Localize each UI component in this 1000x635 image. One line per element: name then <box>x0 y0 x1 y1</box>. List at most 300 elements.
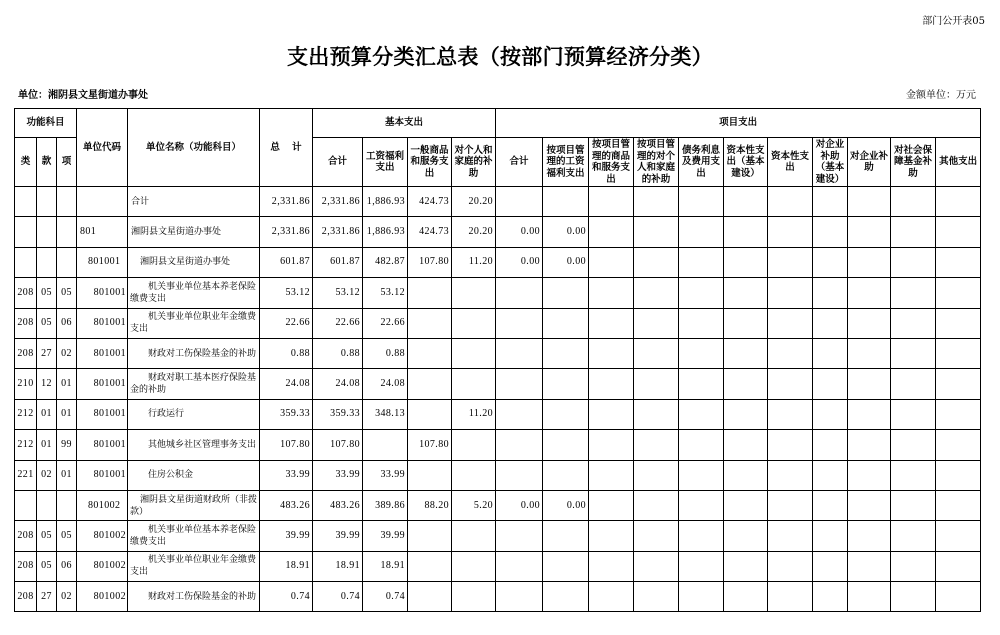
unit-code-cell: 801002 <box>77 521 128 551</box>
project-wage-cell <box>543 187 589 217</box>
basic-goods-services-cell <box>408 338 452 368</box>
unit-name-cell: 行政运行 <box>128 399 260 429</box>
other-expenditure-cell <box>936 582 981 612</box>
enterprise-subsidy-construction-cell <box>813 460 848 490</box>
section-code-cell: 27 <box>37 582 57 612</box>
capital-cell <box>768 308 813 338</box>
basic-wage-cell <box>363 430 408 460</box>
total-cell: 359.33 <box>260 399 313 429</box>
project-personal-subsidy-cell <box>634 217 679 247</box>
basic-wage-cell: 389.86 <box>363 490 408 520</box>
header-basic-wage: 工资福利支出 <box>363 138 408 187</box>
class-code-cell: 208 <box>15 521 37 551</box>
project-wage-cell <box>543 521 589 551</box>
unit-name-cell: 财政对工伤保险基金的补助 <box>128 338 260 368</box>
project-personal-subsidy-cell <box>634 308 679 338</box>
project-wage-cell <box>543 582 589 612</box>
total-cell: 0.88 <box>260 338 313 368</box>
project-personal-subsidy-cell <box>634 430 679 460</box>
capital-construction-cell <box>724 490 768 520</box>
debt-interest-cell <box>679 460 724 490</box>
project-goods-services-cell <box>589 217 634 247</box>
project-wage-cell <box>543 460 589 490</box>
capital-construction-cell <box>724 247 768 277</box>
enterprise-subsidy-cell <box>848 338 891 368</box>
basic-goods-services-cell: 88.20 <box>408 490 452 520</box>
section-code-cell: 01 <box>37 430 57 460</box>
project-total-cell: 0.00 <box>496 490 543 520</box>
header-unit-code: 单位代码 <box>77 109 128 187</box>
basic-wage-cell: 348.13 <box>363 399 408 429</box>
project-total-cell <box>496 460 543 490</box>
total-cell: 107.80 <box>260 430 313 460</box>
basic-goods-services-cell <box>408 521 452 551</box>
capital-construction-cell <box>724 460 768 490</box>
capital-construction-cell <box>724 399 768 429</box>
item-code-cell <box>57 217 77 247</box>
debt-interest-cell <box>679 399 724 429</box>
class-code-cell: 212 <box>15 430 37 460</box>
enterprise-subsidy-cell <box>848 217 891 247</box>
item-code-cell: 06 <box>57 551 77 581</box>
unit-name-cell: 湘阴县文星街道财政所（非拨款） <box>128 490 260 520</box>
section-code-cell: 05 <box>37 278 57 308</box>
header-basic-personal-subsidy: 对个人和家庭的补助 <box>452 138 496 187</box>
header-capital-construction: 资本性支出（基本建设） <box>724 138 768 187</box>
project-total-cell <box>496 551 543 581</box>
basic-goods-services-cell: 424.73 <box>408 217 452 247</box>
debt-interest-cell <box>679 369 724 399</box>
basic-total-cell: 24.08 <box>313 369 363 399</box>
unit-name-cell: 合计 <box>128 187 260 217</box>
class-code-cell <box>15 247 37 277</box>
unit-code-cell: 801001 <box>77 338 128 368</box>
social-security-subsidy-cell <box>891 490 936 520</box>
basic-total-cell: 2,331.86 <box>313 187 363 217</box>
project-total-cell <box>496 338 543 368</box>
unit-name-cell: 湘阴县文星街道办事处 <box>128 217 260 247</box>
social-security-subsidy-cell <box>891 369 936 399</box>
amount-unit-label: 金额单位：万元 <box>906 90 976 101</box>
unit-code-cell <box>77 187 128 217</box>
basic-wage-cell: 1,886.93 <box>363 187 408 217</box>
enterprise-subsidy-cell <box>848 308 891 338</box>
debt-interest-cell <box>679 582 724 612</box>
total-cell: 24.08 <box>260 369 313 399</box>
table-row <box>15 430 981 460</box>
basic-personal-subsidy-cell <box>452 460 496 490</box>
project-goods-services-cell <box>589 399 634 429</box>
enterprise-subsidy-cell <box>848 460 891 490</box>
social-security-subsidy-cell <box>891 187 936 217</box>
header-social-security-subsidy: 对社会保障基金补助 <box>891 138 936 187</box>
table-row <box>15 521 981 551</box>
class-code-cell <box>15 490 37 520</box>
table-row <box>15 460 981 490</box>
unit-name-cell: 其他城乡社区管理事务支出 <box>128 430 260 460</box>
table-row <box>15 278 981 308</box>
project-goods-services-cell <box>589 430 634 460</box>
project-wage-cell <box>543 551 589 581</box>
header-enterprise-subsidy-construction: 对企业补助（基本建设） <box>813 138 848 187</box>
enterprise-subsidy-cell <box>848 399 891 429</box>
capital-cell <box>768 217 813 247</box>
debt-interest-cell <box>679 551 724 581</box>
basic-total-cell: 33.99 <box>313 460 363 490</box>
basic-wage-cell: 24.08 <box>363 369 408 399</box>
project-personal-subsidy-cell <box>634 521 679 551</box>
enterprise-subsidy-cell <box>848 490 891 520</box>
basic-personal-subsidy-cell <box>452 369 496 399</box>
project-personal-subsidy-cell <box>634 551 679 581</box>
basic-goods-services-cell <box>408 369 452 399</box>
enterprise-subsidy-construction-cell <box>813 521 848 551</box>
social-security-subsidy-cell <box>891 551 936 581</box>
header-project-goods-services: 按项目管理的商品和服务支出 <box>589 138 634 187</box>
unit-name-cell: 机关事业单位职业年金缴费支出 <box>128 551 260 581</box>
social-security-subsidy-cell <box>891 338 936 368</box>
other-expenditure-cell <box>936 551 981 581</box>
capital-construction-cell <box>724 551 768 581</box>
capital-cell <box>768 490 813 520</box>
project-personal-subsidy-cell <box>634 187 679 217</box>
capital-construction-cell <box>724 308 768 338</box>
project-goods-services-cell <box>589 582 634 612</box>
table-row <box>15 217 981 247</box>
total-cell: 18.91 <box>260 551 313 581</box>
project-total-cell <box>496 278 543 308</box>
capital-cell <box>768 278 813 308</box>
other-expenditure-cell <box>936 399 981 429</box>
other-expenditure-cell <box>936 338 981 368</box>
basic-wage-cell: 0.74 <box>363 582 408 612</box>
enterprise-subsidy-construction-cell <box>813 247 848 277</box>
project-goods-services-cell <box>589 490 634 520</box>
enterprise-subsidy-construction-cell <box>813 369 848 399</box>
unit-code-cell: 801001 <box>77 247 128 277</box>
other-expenditure-cell <box>936 187 981 217</box>
project-personal-subsidy-cell <box>634 490 679 520</box>
section-code-cell: 12 <box>37 369 57 399</box>
other-expenditure-cell <box>936 460 981 490</box>
header-project-expenditure: 项目支出 <box>496 109 981 138</box>
other-expenditure-cell <box>936 247 981 277</box>
debt-interest-cell <box>679 521 724 551</box>
project-wage-cell <box>543 308 589 338</box>
social-security-subsidy-cell <box>891 582 936 612</box>
header-class: 类 <box>15 138 37 187</box>
item-code-cell: 05 <box>57 521 77 551</box>
debt-interest-cell <box>679 338 724 368</box>
table-header <box>15 109 981 187</box>
basic-goods-services-cell: 424.73 <box>408 187 452 217</box>
project-total-cell: 0.00 <box>496 247 543 277</box>
basic-personal-subsidy-cell: 11.20 <box>452 399 496 429</box>
section-code-cell: 01 <box>37 399 57 429</box>
basic-total-cell: 53.12 <box>313 278 363 308</box>
header-project-personal-subsidy: 按项目管理的对个人和家庭的补助 <box>634 138 679 187</box>
capital-construction-cell <box>724 369 768 399</box>
table-row <box>15 308 981 338</box>
enterprise-subsidy-cell <box>848 551 891 581</box>
project-wage-cell <box>543 278 589 308</box>
project-goods-services-cell <box>589 278 634 308</box>
capital-construction-cell <box>724 187 768 217</box>
basic-wage-cell: 0.88 <box>363 338 408 368</box>
enterprise-subsidy-construction-cell <box>813 278 848 308</box>
section-code-cell <box>37 187 57 217</box>
item-code-cell: 05 <box>57 278 77 308</box>
basic-wage-cell: 22.66 <box>363 308 408 338</box>
social-security-subsidy-cell <box>891 521 936 551</box>
unit-code-cell: 801001 <box>77 460 128 490</box>
social-security-subsidy-cell <box>891 278 936 308</box>
total-cell: 22.66 <box>260 308 313 338</box>
header-row-1 <box>15 109 981 138</box>
table-row <box>15 551 981 581</box>
project-wage-cell: 0.00 <box>543 217 589 247</box>
unit-name-cell: 机关事业单位职业年金缴费支出 <box>128 308 260 338</box>
table-row <box>15 187 981 217</box>
header-debt-interest: 债务利息及费用支出 <box>679 138 724 187</box>
unit-code-cell: 801001 <box>77 308 128 338</box>
other-expenditure-cell <box>936 308 981 338</box>
section-code-cell: 05 <box>37 551 57 581</box>
basic-personal-subsidy-cell <box>452 430 496 460</box>
project-wage-cell <box>543 399 589 429</box>
debt-interest-cell <box>679 490 724 520</box>
social-security-subsidy-cell <box>891 247 936 277</box>
project-personal-subsidy-cell <box>634 369 679 399</box>
header-unit-name: 单位名称（功能科目） <box>128 109 260 187</box>
total-cell: 33.99 <box>260 460 313 490</box>
total-cell: 39.99 <box>260 521 313 551</box>
unit-code-cell: 801001 <box>77 369 128 399</box>
basic-goods-services-cell <box>408 460 452 490</box>
header-other-expenditure: 其他支出 <box>936 138 981 187</box>
enterprise-subsidy-construction-cell <box>813 551 848 581</box>
header-enterprise-subsidy: 对企业补助 <box>848 138 891 187</box>
basic-wage-cell: 33.99 <box>363 460 408 490</box>
unit-name-cell: 机关事业单位基本养老保险缴费支出 <box>128 521 260 551</box>
project-total-cell: 0.00 <box>496 217 543 247</box>
enterprise-subsidy-construction-cell <box>813 582 848 612</box>
project-total-cell <box>496 399 543 429</box>
class-code-cell <box>15 187 37 217</box>
header-capital: 资本性支出 <box>768 138 813 187</box>
total-cell: 2,331.86 <box>260 217 313 247</box>
debt-interest-cell <box>679 430 724 460</box>
item-code-cell <box>57 247 77 277</box>
basic-total-cell: 359.33 <box>313 399 363 429</box>
other-expenditure-cell <box>936 369 981 399</box>
basic-total-cell: 18.91 <box>313 551 363 581</box>
project-goods-services-cell <box>589 187 634 217</box>
class-code-cell: 208 <box>15 551 37 581</box>
enterprise-subsidy-cell <box>848 247 891 277</box>
basic-total-cell: 107.80 <box>313 430 363 460</box>
section-code-cell <box>37 217 57 247</box>
section-code-cell: 27 <box>37 338 57 368</box>
class-code-cell: 208 <box>15 582 37 612</box>
basic-personal-subsidy-cell <box>452 278 496 308</box>
project-total-cell <box>496 187 543 217</box>
basic-total-cell: 39.99 <box>313 521 363 551</box>
project-wage-cell <box>543 369 589 399</box>
unit-label: 单位：湘阴县文星街道办事处 <box>18 90 148 101</box>
unit-name-cell: 湘阴县文星街道办事处 <box>128 247 260 277</box>
other-expenditure-cell <box>936 490 981 520</box>
capital-cell <box>768 399 813 429</box>
debt-interest-cell <box>679 247 724 277</box>
project-goods-services-cell <box>589 247 634 277</box>
other-expenditure-cell <box>936 430 981 460</box>
section-code-cell <box>37 490 57 520</box>
project-total-cell <box>496 369 543 399</box>
class-code-cell <box>15 217 37 247</box>
capital-construction-cell <box>724 278 768 308</box>
basic-goods-services-cell <box>408 278 452 308</box>
total-cell: 0.74 <box>260 582 313 612</box>
unit-name-cell: 住房公积金 <box>128 460 260 490</box>
capital-construction-cell <box>724 338 768 368</box>
class-code-cell: 208 <box>15 278 37 308</box>
enterprise-subsidy-construction-cell <box>813 187 848 217</box>
enterprise-subsidy-cell <box>848 187 891 217</box>
basic-goods-services-cell <box>408 551 452 581</box>
budget-table <box>14 108 981 612</box>
project-wage-cell <box>543 338 589 368</box>
unit-code-cell: 801002 <box>77 490 128 520</box>
basic-goods-services-cell: 107.80 <box>408 430 452 460</box>
unit-code-cell: 801002 <box>77 582 128 612</box>
other-expenditure-cell <box>936 217 981 247</box>
basic-wage-cell: 53.12 <box>363 278 408 308</box>
section-code-cell: 05 <box>37 521 57 551</box>
header-item: 项 <box>57 138 77 187</box>
capital-cell <box>768 551 813 581</box>
table-row <box>15 247 981 277</box>
class-code-cell: 208 <box>15 338 37 368</box>
unit-code-cell: 801 <box>77 217 128 247</box>
project-personal-subsidy-cell <box>634 399 679 429</box>
capital-cell <box>768 430 813 460</box>
enterprise-subsidy-cell <box>848 521 891 551</box>
basic-goods-services-cell <box>408 582 452 612</box>
unit-code-cell: 801001 <box>77 430 128 460</box>
header-basic-goods-services: 一般商品和服务支出 <box>408 138 452 187</box>
unit-code-cell: 801001 <box>77 278 128 308</box>
other-expenditure-cell <box>936 521 981 551</box>
basic-personal-subsidy-cell: 11.20 <box>452 247 496 277</box>
enterprise-subsidy-construction-cell <box>813 338 848 368</box>
enterprise-subsidy-construction-cell <box>813 217 848 247</box>
project-wage-cell <box>543 430 589 460</box>
enterprise-subsidy-cell <box>848 430 891 460</box>
header-section: 款 <box>37 138 57 187</box>
class-code-cell: 210 <box>15 369 37 399</box>
item-code-cell <box>57 187 77 217</box>
basic-total-cell: 483.26 <box>313 490 363 520</box>
basic-total-cell: 601.87 <box>313 247 363 277</box>
total-cell: 2,331.86 <box>260 187 313 217</box>
basic-personal-subsidy-cell: 5.20 <box>452 490 496 520</box>
capital-construction-cell <box>724 217 768 247</box>
basic-total-cell: 22.66 <box>313 308 363 338</box>
project-personal-subsidy-cell <box>634 582 679 612</box>
capital-cell <box>768 247 813 277</box>
project-personal-subsidy-cell <box>634 338 679 368</box>
debt-interest-cell <box>679 187 724 217</box>
class-code-cell: 212 <box>15 399 37 429</box>
project-goods-services-cell <box>589 338 634 368</box>
project-goods-services-cell <box>589 369 634 399</box>
basic-personal-subsidy-cell: 20.20 <box>452 187 496 217</box>
social-security-subsidy-cell <box>891 399 936 429</box>
basic-personal-subsidy-cell: 20.20 <box>452 217 496 247</box>
basic-wage-cell: 39.99 <box>363 521 408 551</box>
item-code-cell: 99 <box>57 430 77 460</box>
header-total: 总 计 <box>260 109 313 187</box>
social-security-subsidy-cell <box>891 217 936 247</box>
capital-cell <box>768 460 813 490</box>
capital-cell <box>768 369 813 399</box>
page-title: 支出预算分类汇总表（按部门预算经济分类） <box>287 44 713 69</box>
table-row <box>15 399 981 429</box>
basic-personal-subsidy-cell <box>452 521 496 551</box>
capital-cell <box>768 187 813 217</box>
project-goods-services-cell <box>589 460 634 490</box>
capital-cell <box>768 521 813 551</box>
debt-interest-cell <box>679 308 724 338</box>
header-function-subject: 功能科目 <box>15 109 77 138</box>
item-code-cell: 02 <box>57 582 77 612</box>
class-code-cell: 221 <box>15 460 37 490</box>
enterprise-subsidy-cell <box>848 582 891 612</box>
project-total-cell <box>496 308 543 338</box>
item-code-cell: 01 <box>57 369 77 399</box>
enterprise-subsidy-construction-cell <box>813 308 848 338</box>
basic-wage-cell: 482.87 <box>363 247 408 277</box>
basic-wage-cell: 18.91 <box>363 551 408 581</box>
form-number: 部门公开表05 <box>922 16 985 27</box>
project-total-cell <box>496 582 543 612</box>
basic-personal-subsidy-cell <box>452 338 496 368</box>
basic-personal-subsidy-cell <box>452 308 496 338</box>
basic-total-cell: 2,331.86 <box>313 217 363 247</box>
class-code-cell: 208 <box>15 308 37 338</box>
total-cell: 53.12 <box>260 278 313 308</box>
debt-interest-cell <box>679 278 724 308</box>
table-row <box>15 369 981 399</box>
project-personal-subsidy-cell <box>634 247 679 277</box>
table-body <box>15 187 981 612</box>
basic-total-cell: 0.88 <box>313 338 363 368</box>
enterprise-subsidy-construction-cell <box>813 430 848 460</box>
project-goods-services-cell <box>589 551 634 581</box>
item-code-cell: 06 <box>57 308 77 338</box>
unit-code-cell: 801001 <box>77 399 128 429</box>
project-personal-subsidy-cell <box>634 278 679 308</box>
item-code-cell: 01 <box>57 399 77 429</box>
project-wage-cell: 0.00 <box>543 490 589 520</box>
total-cell: 601.87 <box>260 247 313 277</box>
social-security-subsidy-cell <box>891 308 936 338</box>
header-basic-expenditure: 基本支出 <box>313 109 496 138</box>
section-code-cell: 02 <box>37 460 57 490</box>
unit-code-cell: 801002 <box>77 551 128 581</box>
project-total-cell <box>496 521 543 551</box>
